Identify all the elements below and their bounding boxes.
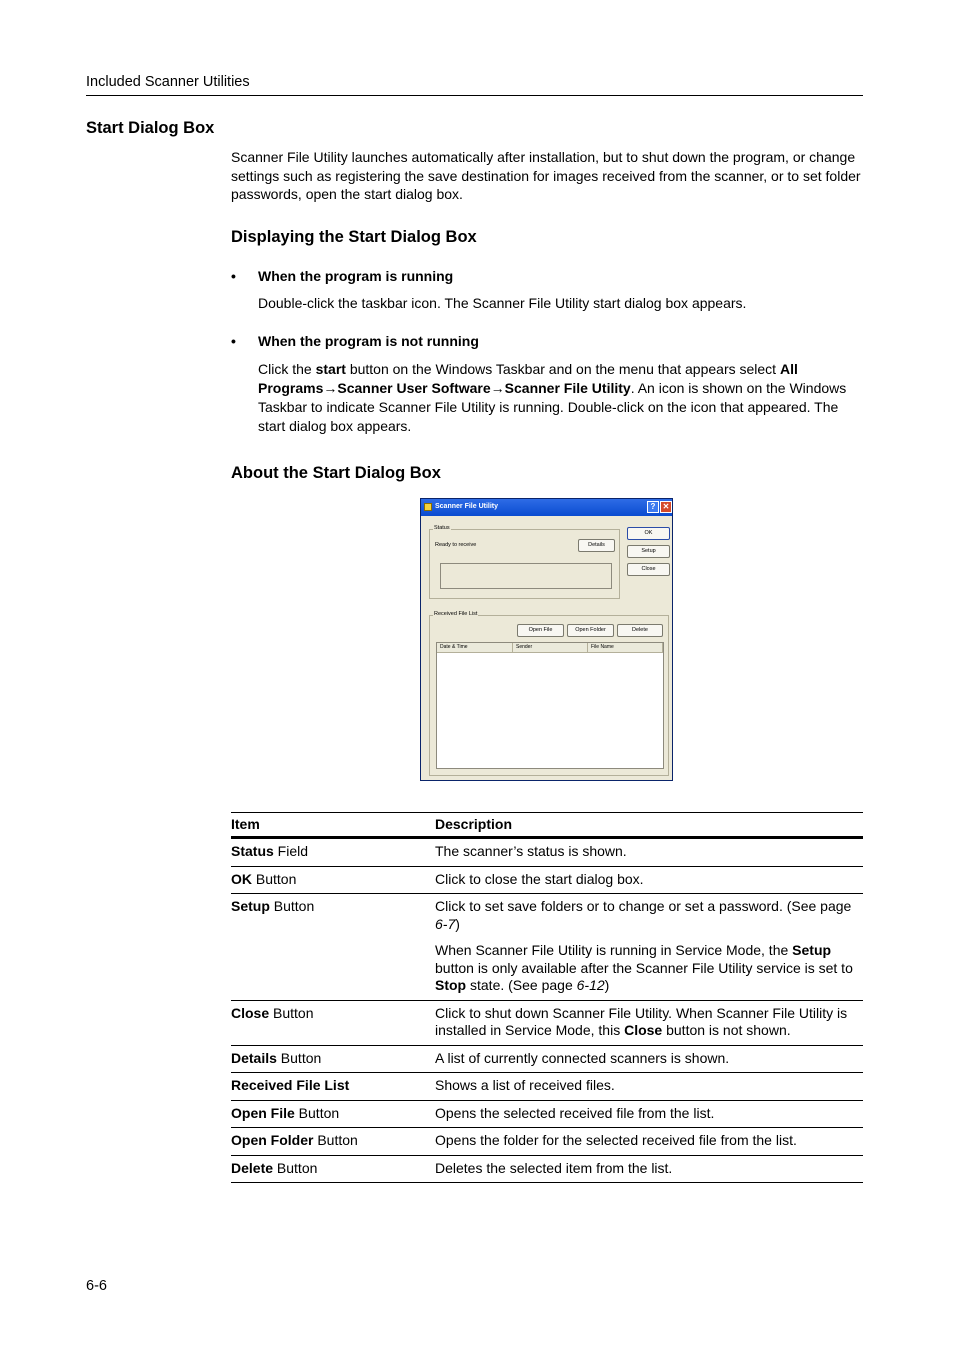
bullet-running-title: When the program is running [258,268,454,284]
received-group-label: Received File List [434,611,478,617]
ok-button[interactable]: OK [627,527,670,540]
item-description-table [231,812,863,1183]
item-cell: Open Folder Button [231,1128,435,1156]
item-cell: Delete Button [231,1155,435,1183]
item-cell: Received File List [231,1073,435,1101]
status-field [440,563,612,589]
column-header[interactable]: Sender [513,643,588,653]
item-cell: Setup Button [231,894,435,1001]
close-icon[interactable]: ✕ [660,501,672,513]
table-row [231,838,863,867]
column-header[interactable]: File Name [588,643,663,653]
description-cell: Click to close the start dialog box. [435,866,863,894]
table-header: Description [435,813,863,838]
table-row [231,1073,863,1101]
column-header[interactable]: Date & Time [437,643,513,653]
not-running-text: Click the start button on the Windows Taskbar and on the menu that appears select All Programs→Scanner User Software→Scanner File Utility. An icon is shown on the Windows Taskbar to indicate Scanner File Utility is running. Double-click on the icon that appeared. The start dialog box appears. [258,361,847,434]
dialog-titlebar [421,499,672,516]
status-group-label: Status [434,525,450,531]
item-cell: Close Button [231,1000,435,1045]
running-text: Double-click the taskbar icon. The Scanner File Utility start dialog box appears. [258,295,747,311]
header-rule [86,95,863,96]
section-title: Start Dialog Box [86,119,215,137]
about-title: About the Start Dialog Box [231,464,441,482]
description-cell: Opens the selected received file from the list. [435,1100,863,1128]
item-cell: Details Button [231,1045,435,1073]
description-cell: Shows a list of received files. [435,1073,863,1101]
table-row [231,894,863,1001]
description-cell: Deletes the selected item from the list. [435,1155,863,1183]
table-row [231,1045,863,1073]
status-text: Ready to receive [435,542,477,548]
running-header: Included Scanner Utilities [86,74,250,90]
table-header: Item [231,813,435,838]
table-row [231,1100,863,1128]
status-group [429,525,620,599]
description-cell: The scanner’s status is shown. [435,838,863,867]
table-row [231,1128,863,1156]
bullet-symbol: • [231,333,236,349]
item-cell: Status Field [231,838,435,867]
table-header-row [231,813,863,838]
description-cell: Click to shut down Scanner File Utility. When Scanner File Utility is installed in Service Mode, this Close button is not shown. [435,1000,863,1045]
description-cell: A list of currently connected scanners is shown. [435,1045,863,1073]
displaying-title: Displaying the Start Dialog Box [231,228,477,246]
bullet-not-running [231,333,479,349]
setup-button[interactable]: Setup [627,545,670,558]
start-dialog-screenshot [420,498,673,781]
table-row [231,1155,863,1183]
table-row [231,1000,863,1045]
details-button[interactable]: Details [578,539,615,552]
close-button[interactable]: Close [627,563,670,576]
app-icon [424,503,432,511]
dialog-title: Scanner File Utility [435,503,499,510]
bullet-not-running-title: When the program is not running [258,333,479,349]
open-folder-button[interactable]: Open Folder [567,624,614,637]
received-file-list-group [429,611,669,776]
bullet-symbol: • [231,268,236,284]
table-row [231,866,863,894]
help-icon[interactable]: ? [647,501,659,513]
description-cell: Click to set save folders or to change or set a password. (See page 6-7) When Scanner File Utility is running in Service Mode, the Setup button is only available after the Scanner File Utility service is set to Stop state. (See page 6-12) [435,894,863,1001]
received-file-list[interactable] [436,642,664,769]
intro-paragraph: Scanner File Utility launches automatically after installation, but to shut down the program, or change settings such as registering the save destination for images received from the scanner, or to set folder passwords, open the start dialog box. [231,149,861,202]
item-cell: OK Button [231,866,435,894]
bullet-running [231,268,453,284]
page-number: 6-6 [86,1278,107,1294]
delete-button[interactable]: Delete [617,624,663,637]
open-file-button[interactable]: Open File [517,624,564,637]
description-cell: Opens the folder for the selected received file from the list. [435,1128,863,1156]
item-cell: Open File Button [231,1100,435,1128]
